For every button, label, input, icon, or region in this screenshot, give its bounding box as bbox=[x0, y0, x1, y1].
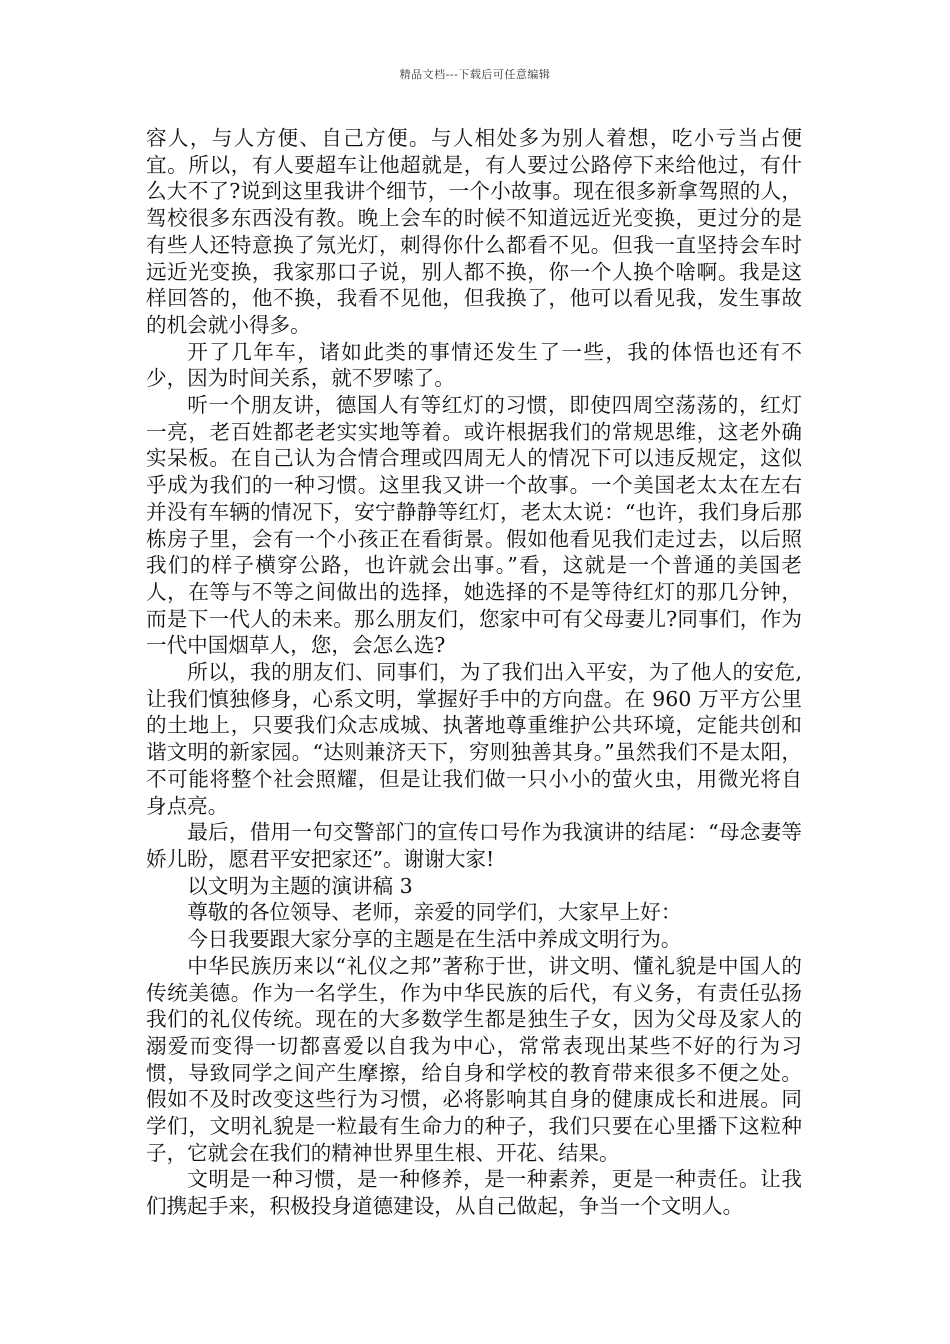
document-body bbox=[146, 125, 802, 1220]
paragraph: 今日我要跟大家分享的主题是在生活中养成文明行为。 bbox=[187, 927, 682, 952]
paragraph: 听一个朋友讲，德国人有等红灯的习惯，即使四周空荡荡的，红灯一亮，老百姓都老老实实地等着。或许根据我们的常规思维，这老外确实呆板。在自己认为合情合理或四周无人的情况下可以违反规定，这似乎成为我们的一种习惯。这里我又讲一个故事。一个美国老太太在左右并没有车辆的情况下，安宁静静等红灯，老太太说：“也许，我们身后那栋房子里，会有一个小孩正在看街景。假如他看见我们走过去，以后照我们的样子横穿公路，也许就会出事。”看，这就是一个普通的美国老人，在等与不等之间做出的选择，她选择的不是等待红灯的那几分钟，而是下一代人的未来。那么朋友们，您家中可有父母妻儿?同事们，作为一代中国烟草人，您，会怎么选? bbox=[146, 393, 802, 658]
page-header-note: 精品文档---下载后可任意编辑 bbox=[399, 68, 551, 81]
section-title: 以文明为主题的演讲稿 3 bbox=[187, 873, 413, 898]
paragraph: 所以，我的朋友们、同事们，为了我们出入平安，为了他人的安危,让我们慎独修身，心系文明，掌握好手中的方向盘。在 960 万平方公里的土地上，只要我们众志成城、执著地尊重维护公共环境，定能共创和谐文明的新家园。“达则兼济天下，穷则独善其身。”虽然我们不是太阳，不可能将整个社会照耀，但是让我们做一只小小的萤火虫，用微光将自身点亮。 bbox=[146, 660, 802, 818]
paragraph: 文明是一种习惯，是一种修养，是一种素养，更是一种责任。让我们携起手来，积极投身道德建设，从自己做起，争当一个文明人。 bbox=[146, 1167, 802, 1219]
paragraph: 中华民族历来以“礼仪之邦”著称于世，讲文明、懂礼貌是中国人的传统美德。作为一名学生，作为中华民族的后代，有义务，有责任弘扬我们的礼仪传统。现在的大多数学生都是独生子女，因为父母及家人的溺爱而变得一切都喜爱以自我为中心，常常表现出某些不好的行为习惯，导致同学之间产生摩擦，给自身和学校的教育带来很多不便之处。假如不及时改变这些行为习惯，必将影响其自身的健康成长和进展。同学们，文明礼貌是一粒最有生命力的种子，我们只要在心里播下这粒种子，它就会在我们的精神世界里生根、开花、结果。 bbox=[146, 953, 802, 1165]
paragraph: 开了几年车，诸如此类的事情还发生了一些，我的体悟也还有不少，因为时间关系，就不罗嗦了。 bbox=[146, 339, 802, 391]
paragraph: 最后，借用一句交警部门的宣传口号作为我演讲的结尾：“母念妻等娇儿盼，愿君平安把家还”。谢谢大家! bbox=[146, 820, 802, 871]
paragraph-continuation: 容人，与人方便、自己方便。与人相处多为别人着想，吃小亏当占便宜。所以，有人要超车让他超就是，有人要过公路停下来给他过，有什么大不了?说到这里我讲个细节，一个小故事。现在很多新拿驾照的人，驾校很多东西没有教。晚上会车的时候不知道远近光变换，更过分的是有些人还特意换了氖光灯，刺得你什么都看不见。但我一直坚持会车时远近光变换，我家那口子说，别人都不换，你一个人换个啥啊。我是这样回答的，他不换，我看不见他，但我换了，他可以看见我，发生事故的机会就小得多。 bbox=[146, 126, 802, 337]
salutation: 尊敬的各位领导、老师，亲爱的同学们，大家早上好： bbox=[187, 900, 682, 925]
